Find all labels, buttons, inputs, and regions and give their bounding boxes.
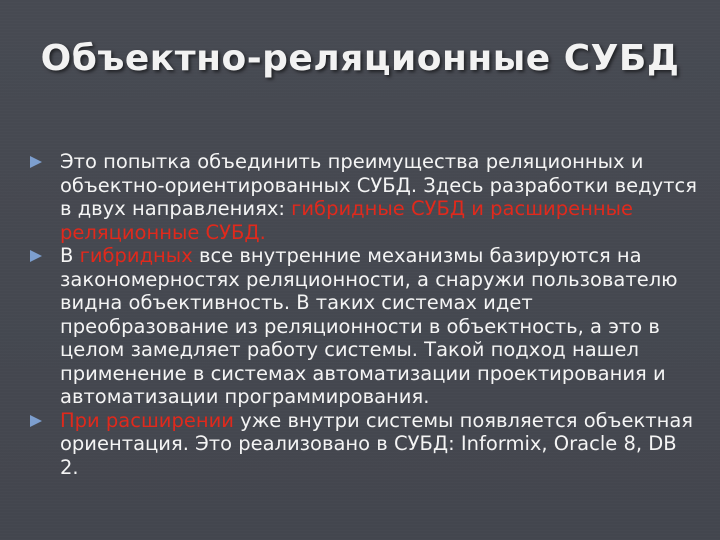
slide-title: Объектно-реляционные СУБД — [40, 38, 680, 79]
bullet-item-1 — [28, 150, 698, 244]
highlight-text: гибридные СУБД и расширенные реляционные СУБД. — [60, 197, 633, 244]
highlight-text: гибридных — [79, 244, 193, 267]
triangle-bullet-icon — [30, 250, 42, 262]
bullet-text: уже внутри системы появляется объектная ориентация. Это реализовано в СУБД: Informix, Oracle 8, DB 2. — [60, 408, 694, 479]
bullet-item-2 — [28, 244, 698, 409]
triangle-bullet-icon — [30, 156, 42, 168]
bullet-item-3 — [28, 409, 698, 480]
highlight-text: При расширении — [60, 408, 234, 432]
bullet-text: В — [60, 244, 80, 267]
slide-content — [28, 150, 698, 479]
bullet-text: все внутренние механизмы базируются на закономерностях реляционности, а снаружи пользователю видна объективность. В таких системах идет преобразование из реляционности в объектность, а это в целом замедляет работу системы. Такой подход нашел применение в системах автоматизации проектирования и автоматизации программирования. — [60, 244, 678, 408]
triangle-bullet-icon — [30, 415, 42, 427]
bullet-text: Это попытка объединить преимущества реляционных и объектно-ориентированных СУБД. Здесь разработки ведутся в двух направлениях: — [60, 150, 697, 220]
